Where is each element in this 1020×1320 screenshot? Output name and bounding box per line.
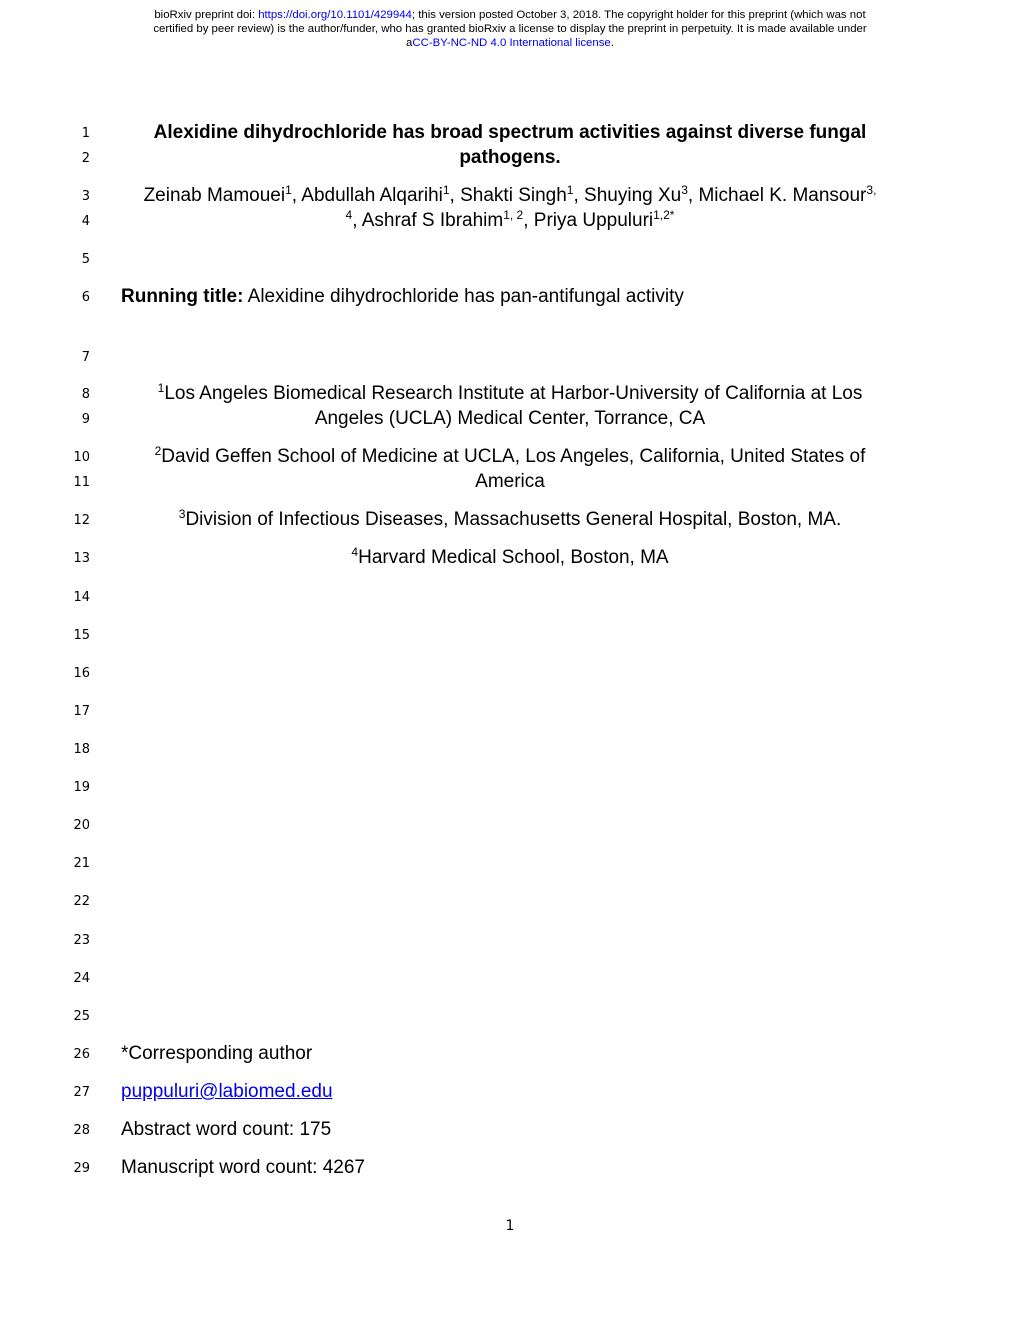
line-number: 16 (73, 666, 90, 681)
line-number: 20 (73, 818, 90, 833)
affiliation-2-line-2: America (475, 471, 545, 492)
line-number: 10 (73, 450, 90, 465)
author-list-line-1: Zeinab Mamouei$^1$, Abdullah Alqarihi$^1$, Shakti Singh$^1$, Shuying Xu$^3$, Michael K. Mansour$^{3,}$ (143, 183, 877, 206)
notice-line-3: aCC-BY-NC-ND 4.0 International license. (406, 37, 614, 49)
running-title: Running title: Alexidine dihydrochloride has pan-antifungal activity (121, 286, 684, 307)
line-number: 4 (81, 214, 90, 229)
line-number: 7 (81, 350, 90, 365)
line-number: 3 (81, 189, 90, 204)
line-number: 28 (73, 1123, 90, 1138)
line-number: 26 (73, 1047, 90, 1062)
line-number: 12 (73, 513, 90, 528)
line-number: 14 (73, 590, 90, 605)
line-number: 2 (81, 151, 90, 166)
line-number: 24 (73, 971, 90, 986)
line-number: 11 (73, 475, 90, 490)
notice-line-1: bioRxiv preprint doi: https://doi.org/10.1101/429944; this version posted October 3, 2018. The copyright holder for this preprint (which was not (154, 9, 866, 21)
notice-line-2: certified by peer review) is the author/funder, who has granted bioRxiv a license to display the preprint in perpetuity. It is made available under (153, 23, 867, 35)
doi-link[interactable]: https://doi.org/10.1101/429944 (258, 9, 412, 21)
corresponding-author-label: *Corresponding author (121, 1043, 313, 1064)
line-number: 17 (73, 704, 90, 719)
affiliation-1-line-2: Angeles (UCLA) Medical Center, Torrance, CA (314, 408, 706, 429)
line-number: 8 (81, 387, 90, 402)
affiliation-4: $^4$Harvard Medical School, Boston, MA (351, 545, 669, 568)
license-link[interactable]: CC-BY-NC-ND 4.0 International license (412, 37, 611, 49)
line-number: 27 (73, 1085, 90, 1100)
line-number: 22 (73, 894, 90, 909)
affiliation-1-line-1: $^1$Los Angeles Biomedical Research Institute at Harbor-University of California at Los (157, 381, 863, 404)
affiliation-2-line-1: $^2$David Geffen School of Medicine at UCLA, Los Angeles, California, United States of (154, 444, 866, 467)
line-number: 25 (73, 1009, 90, 1024)
corresponding-email-link[interactable]: puppuluri@labiomed.edu (121, 1081, 333, 1102)
paper-title-line-2: pathogens. (459, 147, 561, 168)
line-number: 5 (81, 252, 90, 267)
line-number: 9 (81, 412, 90, 427)
author-list-line-2: $^4$, Ashraf S Ibrahim$^{1, 2}$, Priya Uppuluri$^{1,2*}$ (345, 208, 675, 231)
manuscript-word-count: Manuscript word count: 4267 (121, 1157, 365, 1178)
line-number: 1 (81, 126, 90, 141)
line-number: 29 (73, 1161, 90, 1176)
line-number: 18 (73, 742, 90, 757)
affiliation-3: $^3$Division of Infectious Diseases, Massachusetts General Hospital, Boston, MA. (178, 507, 842, 530)
running-title-label: Running title: (121, 286, 244, 307)
paper-title-line-1: Alexidine dihydrochloride has broad spectrum activities against diverse fungal (153, 122, 867, 143)
line-number: 6 (81, 290, 90, 305)
line-number: 23 (73, 933, 90, 948)
line-number: 13 (73, 551, 90, 566)
line-number: 15 (73, 628, 90, 643)
abstract-word-count: Abstract word count: 175 (121, 1119, 332, 1140)
line-number: 19 (73, 780, 90, 795)
line-number: 21 (73, 856, 90, 871)
page-number: 1 (505, 1218, 515, 1234)
preprint-notice (0, 8, 1020, 50)
